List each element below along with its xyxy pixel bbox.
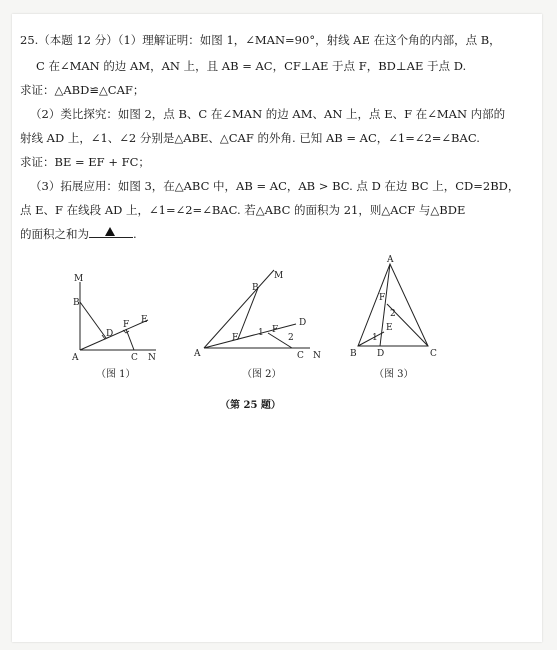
problem-line-3: 求证：△ABD≌△CAF； [20, 83, 145, 97]
fig3-label-D: D [377, 349, 385, 359]
fig1-label-M: M [74, 274, 84, 284]
figure-1-caption: （图 1） [96, 369, 136, 380]
fig3-label-one: 1 [372, 333, 378, 343]
fig2-label-M: M [274, 271, 284, 281]
problem-line-2: C 在∠MAN 的边 AM，AN 上，且 AB = AC，CF⊥AE 于点 F，BD⊥AE 于点 D. [36, 59, 467, 73]
problem-line-1: 25.（本题 12 分）（1）理解证明：如图 1，∠MAN=90°，射线 AE 在这个角的内部，点 B， [20, 33, 501, 47]
fig1-label-F: F [123, 320, 130, 330]
answer-prompt: 的面积之和为 [20, 227, 89, 241]
fig2-label-N: N [313, 351, 321, 360]
figure-1 [68, 272, 168, 362]
problem-line-9: 的面积之和为 . [20, 227, 137, 241]
problem-line-5: 射线 AD 上，∠1、∠2 分别是△ABE、△CAF 的外角. 已知 AB = AC，∠1=∠2=∠BAC. [20, 131, 480, 145]
exam-page [12, 14, 542, 642]
problem-line-7: （3）拓展应用：如图 3，在△ABC 中，AB = AC，AB > BC. 点 D 在边 BC 上，CD=2BD， [30, 179, 520, 193]
fig2-label-A: A [194, 349, 201, 359]
fig2-label-D: D [299, 318, 307, 328]
fig2-label-F: F [272, 325, 279, 335]
fig1-label-E: E [141, 315, 148, 325]
fig3-label-E: E [386, 323, 393, 333]
problem-line-6: 求证：BE = EF + FC； [20, 155, 150, 169]
figure-2-caption: （图 2） [242, 369, 282, 380]
fig2-label-one: 1 [258, 328, 264, 338]
fig1-label-N: N [148, 353, 156, 362]
problem-line-8: 点 E、F 在线段 AD 上，∠1=∠2=∠BAC. 若△ABC 的面积为 21，则△ACF 与△BDE [20, 203, 466, 217]
triangle-marker-icon [105, 227, 115, 236]
figure-3 [346, 254, 446, 360]
fig2-label-C: C [297, 351, 304, 360]
figure-2 [192, 260, 322, 360]
problem-line-4: （2）类比探究：如图 2，点 B、C 在∠MAN 的边 AM、AN 上，点 E、F 在∠MAN 内部的 [30, 107, 506, 121]
fig2-label-E: E [232, 333, 239, 343]
fig1-label-B: B [73, 298, 80, 308]
fig3-label-C: C [430, 349, 437, 359]
fig2-label-two: 2 [288, 333, 294, 343]
fig3-label-B: B [350, 349, 357, 359]
fig1-label-C: C [131, 353, 138, 362]
question-footer-caption: （第 25 题） [220, 400, 281, 411]
fig2-label-B: B [252, 283, 259, 293]
fig3-label-two: 2 [390, 309, 396, 319]
fig3-label-A: A [387, 255, 394, 265]
fig1-label-D: D [106, 329, 114, 339]
answer-blank [89, 227, 133, 238]
fig3-label-F: F [379, 293, 386, 303]
fig1-label-A: A [72, 353, 79, 362]
figure-3-caption: （图 3） [374, 369, 414, 380]
